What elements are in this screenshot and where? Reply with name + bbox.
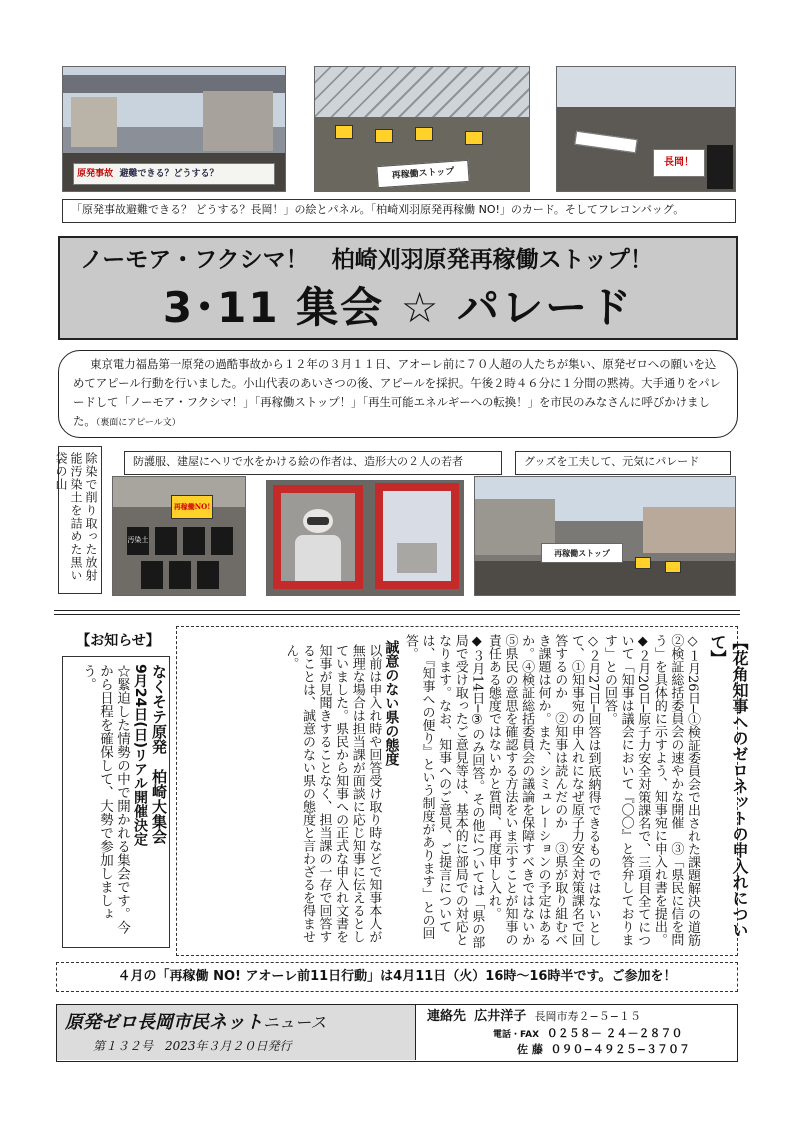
issue-info: 第１３２号 2023年３月２０日発行 — [93, 1039, 292, 1053]
title-box — [58, 236, 738, 340]
panel-nagaoka — [653, 149, 705, 177]
notice-title: なくそテ原発 柏崎大集会 — [150, 664, 168, 844]
painting-helicopter — [383, 491, 451, 581]
page-title: 3･11 集会 ☆ パレード — [162, 283, 634, 332]
photo-black-bags — [112, 476, 246, 596]
notice-body: ☆緊迫した情勢の中で開かれる集会です。今から日程を確保して、大勢で参加しましょう。 — [80, 664, 130, 934]
tel-label: 電話・FAX — [493, 1030, 540, 1040]
banner-text-2: 避難できる？どうする？ — [119, 169, 219, 179]
intro-box — [58, 350, 738, 438]
article-heading: 【花角知事へのゼロネットの申入れについて】 — [708, 634, 749, 938]
suits-caption-text: 防護服、建屋にヘリで水をかける絵の作者は、造形大の２人の若者 — [133, 455, 463, 468]
masthead-title — [65, 1011, 326, 1035]
goods-caption-text: グッズを工夫して、元気にパレード — [524, 455, 700, 468]
contact-name-2: 佐 藤 — [517, 1043, 543, 1056]
parade-banner — [541, 543, 623, 563]
goods-caption — [515, 451, 731, 475]
suits-caption — [124, 451, 502, 475]
contact-name: 広井洋子 — [474, 1009, 527, 1024]
bag-label — [127, 535, 149, 545]
masthead-suffix: ニュース — [263, 1013, 327, 1032]
contact-block — [427, 1007, 733, 1059]
sign-text: 再稼働NO! — [173, 502, 211, 511]
intro-note: （裏面にアピール文） — [95, 418, 181, 428]
article-text — [282, 634, 700, 960]
top-photo-caption — [62, 199, 736, 223]
sign-restart-no — [171, 495, 213, 519]
announcement-text: ４月の「再稼働 NO! アオーレ前11日行動」は4月11日（火）16時～16時半です。ご参加を！ — [117, 969, 677, 984]
photo-street-parade — [556, 66, 736, 192]
tel-number: ０２５８－ ２４－２８７０ — [546, 1027, 683, 1040]
banner-text-3: 再稼働ストップ — [391, 166, 455, 182]
banner-text-1: 原発事故 — [77, 169, 114, 179]
article-closing: 以前は申入れ時や回答受け取り時などで知事本人が無理な場合は担当課が面談に応じ知事に伝えるとしていました。県民から知事への正式な申入れ文書を知事が見聞きすることなく、担当課の一存で回答することは、誠意のない県の態度と言わざるを得ません。 — [283, 644, 382, 943]
footer — [56, 1004, 738, 1062]
contact-label: 連絡先 — [427, 1009, 467, 1024]
banner-panel — [73, 163, 275, 185]
notice-heading: 【お知らせ】 — [76, 633, 160, 649]
painting-suit — [281, 493, 355, 581]
panel-text: 長岡！ — [664, 157, 694, 168]
notice-content — [64, 664, 168, 944]
section-divider — [54, 610, 740, 615]
article-paragraph-3: ◇２月27日─回答は到底納得できるものではないとして、①知事宛の申入れになぜ原子力安全対策課名で回答するのか ②知事は読んだのか ③県が取り組むべき課題は何か。また、シミュレーションの予定はあるか。④検証総括委員会の議論を保障すべきではないか ⑤県民の意思を確認する方法をいま示すことが知事の責任ある態度ではないかと質問、再度申し入れ。 — [485, 634, 601, 959]
article-subheading: 誠意のない県の態度 — [383, 640, 400, 766]
photo-paintings — [266, 480, 464, 596]
page-subtitle: ノーモア・フクシマ！ 柏崎刈羽原発再稼働ストップ！ — [80, 247, 653, 273]
photo-crowd-plaza — [314, 66, 530, 192]
soil-caption-text: 除染で削り取った放射能汚染土を詰めた黒い袋の山 — [54, 452, 98, 582]
photo-parade-street — [474, 476, 736, 596]
photo-aore-banners — [62, 66, 286, 192]
announcement-box — [56, 962, 738, 992]
intro-text: 東京電力福島第一原発の過酷事故から１２年の３月１１日、アオーレ前に７０人超の人たちが集い、原発ゼロへの願いを込めてアピール行動を行いました。小山代表のあいさつの後、アピールを採択。午後２時４６分に１分間の黙祷。大手通りをパレードして「ノーモア・フクシマ！」「再稼働ストップ！」「再生可能エネルギーへの転換！」を市民のみなさんに呼びかけました。 — [73, 357, 721, 428]
parade-banner-text: 再稼働ストップ — [554, 548, 610, 558]
mobile-number: ０９０−４９２５−３７０７ — [550, 1043, 690, 1056]
article-paragraph-1: ◇１月26日─①検証委員会で出された課題解決の道筋 ②検証総括委員会の速やかな開催 ③「県民に信を問う」を具体的に示すよう、知事宛に申入れ書を提出。 — [651, 634, 700, 960]
footer-masthead — [57, 1005, 416, 1060]
bag-label-text: 汚染土 — [127, 536, 149, 544]
notice-date: 9月24日(日)リアル開催決定 — [132, 664, 148, 847]
top-caption-text: 「原発事故避難できる？ どうする？長岡！」の絵とパネル。「柏崎刈羽原発再稼働 NO!」のカード。そしてフレコンバッグ。 — [71, 203, 685, 216]
article-paragraph-4: ◆３月14日─③のみ回答。その他については「県の部局で受け取ったご意見等は、基本的に部局での対応となります。なお、知事へのご意見、ご提言については、『知事への便り』という制度があります」との回答。 — [402, 634, 485, 949]
article-paragraph-2: ◆２月20日─原子力安全対策課名で、三項目全てについて「知事は議会において『〇〇』と答弁しております」との回答。 — [602, 634, 651, 947]
soil-caption — [54, 446, 102, 594]
contact-address: 長岡市寿２−５−１５ — [534, 1010, 641, 1023]
masthead-name: 原発ゼロ長岡市民ネット — [65, 1012, 263, 1033]
